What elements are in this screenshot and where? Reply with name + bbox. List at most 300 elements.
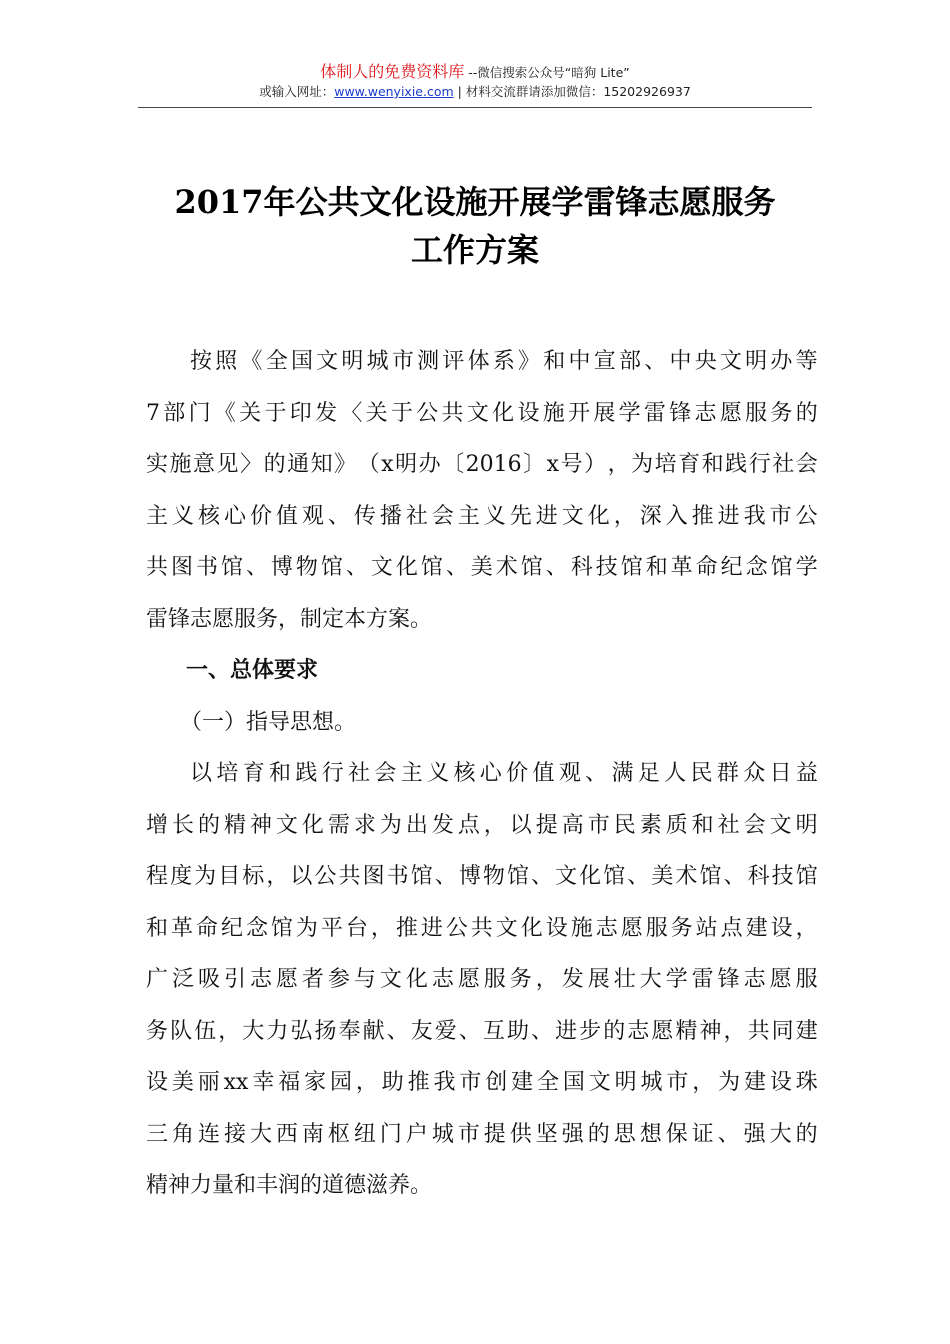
text-glyph: 关 bbox=[239, 400, 262, 426]
text-glyph: 志 bbox=[694, 400, 717, 426]
text-glyph: 、 bbox=[434, 864, 457, 889]
text-glyph: 站 bbox=[695, 915, 718, 941]
text-glyph: 书 bbox=[386, 864, 409, 889]
text-glyph: 、 bbox=[585, 761, 608, 786]
header-url-prefix: 或输入网址： bbox=[259, 84, 335, 99]
subsection-heading: （一）指导思想。 bbox=[180, 709, 357, 735]
text-glyph: 想 bbox=[639, 1121, 662, 1147]
text-glyph: 公 bbox=[445, 915, 468, 941]
text-glyph: 文 bbox=[379, 967, 402, 992]
text-glyph: 务 bbox=[770, 400, 793, 426]
text-glyph: 保 bbox=[665, 1121, 688, 1147]
text-glyph: 美 bbox=[651, 864, 674, 889]
text-glyph: 发 bbox=[431, 812, 454, 838]
text-glyph: 的 bbox=[197, 812, 220, 838]
text-glyph: 博 bbox=[458, 864, 481, 889]
text-glyph: 明 bbox=[614, 1070, 637, 1095]
text-glyph: 博 bbox=[270, 555, 293, 580]
text-glyph: 社 bbox=[348, 761, 371, 786]
text-glyph: 思 bbox=[613, 1121, 636, 1147]
text-glyph: 化 bbox=[587, 503, 610, 529]
text-glyph: 文 bbox=[370, 555, 393, 580]
text-glyph: 福 bbox=[278, 1070, 301, 1095]
text-glyph: 设 bbox=[770, 915, 793, 941]
text-glyph: x bbox=[546, 452, 560, 477]
text-glyph: 设 bbox=[769, 1070, 792, 1095]
text-glyph: 行 bbox=[321, 761, 344, 786]
text-glyph: 纪 bbox=[220, 915, 243, 941]
text-glyph: 愿 bbox=[651, 1018, 674, 1044]
text-glyph: 中 bbox=[568, 349, 591, 374]
text-glyph: 伍 bbox=[194, 1018, 217, 1044]
text-glyph: 家 bbox=[304, 1070, 327, 1095]
text-glyph: 部 bbox=[163, 400, 186, 426]
text-glyph: 的 bbox=[603, 1018, 626, 1044]
text-glyph: 服 bbox=[795, 967, 818, 992]
header-url-link[interactable]: www.wenyixie.com bbox=[334, 84, 454, 99]
text-glyph: 纪 bbox=[720, 555, 743, 580]
text-glyph: 、 bbox=[723, 864, 746, 889]
text-glyph: xx bbox=[223, 1070, 249, 1095]
text-glyph: 观 bbox=[301, 503, 324, 529]
text-glyph: 西 bbox=[275, 1121, 298, 1147]
text-glyph: 日 bbox=[769, 761, 792, 786]
text-glyph: 社 bbox=[405, 503, 428, 529]
text-glyph: ， bbox=[266, 864, 289, 889]
text-glyph: 义 bbox=[427, 761, 450, 786]
text-glyph: 馆 bbox=[420, 555, 443, 580]
text-glyph: 公 bbox=[314, 864, 337, 889]
text-glyph: 深 bbox=[639, 503, 662, 529]
text-glyph: 市 bbox=[457, 1121, 480, 1147]
text-glyph: ， bbox=[692, 1070, 715, 1095]
text-glyph: 、 bbox=[531, 864, 554, 889]
text-glyph: 入 bbox=[665, 503, 688, 529]
text-glyph: 、 bbox=[327, 503, 350, 529]
text-glyph: 号 bbox=[560, 452, 583, 477]
text-glyph: 践 bbox=[725, 452, 748, 477]
text-glyph: 技 bbox=[771, 864, 794, 889]
text-glyph: 大 bbox=[639, 967, 662, 992]
text-glyph: 央 bbox=[694, 349, 717, 374]
text-glyph: ， bbox=[483, 812, 506, 838]
page-header bbox=[138, 62, 812, 101]
text-glyph: 印 bbox=[289, 400, 312, 426]
text-glyph: 引 bbox=[223, 967, 246, 992]
text-glyph: 念 bbox=[745, 555, 768, 580]
text-line bbox=[146, 903, 818, 955]
text-glyph: 城 bbox=[366, 349, 389, 374]
text-glyph: 明 bbox=[341, 349, 364, 374]
text-glyph: 意 bbox=[193, 452, 216, 477]
text-glyph: 价 bbox=[249, 503, 272, 529]
text-glyph: 、 bbox=[445, 555, 468, 580]
text-glyph: 服 bbox=[745, 400, 768, 426]
text-glyph: 锋 bbox=[717, 967, 740, 992]
text-glyph: 全 bbox=[265, 349, 288, 374]
header-brand: 体制人的免费资料库 bbox=[320, 62, 465, 81]
text-line bbox=[146, 491, 818, 543]
text-glyph: 长 bbox=[171, 812, 194, 838]
text-glyph: 益 bbox=[795, 761, 818, 786]
text-line bbox=[146, 1109, 818, 1161]
text-glyph: 设 bbox=[146, 1070, 169, 1095]
text-glyph: 化 bbox=[301, 812, 324, 838]
text-glyph: 建 bbox=[511, 1070, 534, 1095]
text-glyph: 同 bbox=[771, 1018, 794, 1044]
text-glyph: 部 bbox=[618, 349, 641, 374]
text-glyph: 建 bbox=[795, 1018, 818, 1044]
text-glyph: 馆 bbox=[220, 555, 243, 580]
text-glyph: 质 bbox=[665, 812, 688, 838]
text-glyph: 幸 bbox=[252, 1070, 275, 1095]
header-divider bbox=[138, 107, 812, 108]
text-glyph: 值 bbox=[532, 761, 555, 786]
text-glyph: 宣 bbox=[593, 349, 616, 374]
text-glyph: 传 bbox=[353, 503, 376, 529]
text-glyph: 《 bbox=[240, 349, 263, 374]
text-glyph: 互 bbox=[482, 1018, 505, 1044]
text-glyph: 推 bbox=[691, 503, 714, 529]
text-glyph: 观 bbox=[558, 761, 581, 786]
text-glyph: 高 bbox=[561, 812, 584, 838]
text-glyph: 义 bbox=[171, 503, 194, 529]
text-glyph: 点 bbox=[457, 812, 480, 838]
text-glyph: 馆 bbox=[603, 864, 626, 889]
text-glyph: 志 bbox=[743, 967, 766, 992]
text-glyph: 献 bbox=[362, 1018, 385, 1044]
text-glyph: 志 bbox=[431, 967, 454, 992]
text-glyph: 展 bbox=[587, 967, 610, 992]
text-glyph: 和 bbox=[269, 761, 292, 786]
text-glyph: 进 bbox=[555, 1018, 578, 1044]
text-glyph: 民 bbox=[690, 761, 713, 786]
text-glyph: 的 bbox=[587, 1121, 610, 1147]
text-glyph: 文 bbox=[561, 503, 584, 529]
text-glyph: 奉 bbox=[338, 1018, 361, 1044]
text-glyph: 图 bbox=[170, 555, 193, 580]
text-glyph: 术 bbox=[675, 864, 698, 889]
text-glyph: ， bbox=[370, 915, 393, 941]
text-glyph: 〉 bbox=[240, 452, 263, 477]
text-glyph: 珠 bbox=[795, 1070, 818, 1095]
text-glyph: 、 bbox=[627, 864, 650, 889]
text-glyph: ， bbox=[607, 452, 630, 477]
text-glyph: 见 bbox=[216, 452, 239, 477]
text-glyph: 以 bbox=[509, 812, 532, 838]
text-glyph: 按 bbox=[190, 349, 213, 374]
text-glyph: 服 bbox=[483, 967, 506, 992]
text-glyph: 核 bbox=[197, 503, 220, 529]
text-glyph: 吸 bbox=[197, 967, 220, 992]
text-glyph: 、 bbox=[386, 1018, 409, 1044]
text-glyph: 门 bbox=[188, 400, 211, 426]
document-title bbox=[120, 178, 830, 274]
text-glyph: 志 bbox=[595, 915, 618, 941]
text-glyph: ， bbox=[795, 915, 818, 941]
text-glyph: 会 bbox=[431, 503, 454, 529]
text-glyph: 展 bbox=[593, 400, 616, 426]
text-glyph: 助 bbox=[506, 1018, 529, 1044]
text-glyph: 设 bbox=[545, 915, 568, 941]
text-glyph: 提 bbox=[535, 812, 558, 838]
text-glyph: 强 bbox=[743, 1121, 766, 1147]
text-glyph: 命 bbox=[695, 555, 718, 580]
text-glyph: 美 bbox=[470, 555, 493, 580]
text-glyph: 关 bbox=[365, 400, 388, 426]
text-glyph: 发 bbox=[315, 400, 338, 426]
text-glyph: 馆 bbox=[699, 864, 722, 889]
text-glyph: 共 bbox=[747, 1018, 770, 1044]
text-glyph: 开 bbox=[568, 400, 591, 426]
text-glyph: 义 bbox=[483, 503, 506, 529]
text-glyph: 社 bbox=[717, 812, 740, 838]
text-glyph: 《 bbox=[213, 400, 236, 426]
text-glyph: 发 bbox=[561, 967, 584, 992]
text-glyph: 助 bbox=[381, 1070, 404, 1095]
text-glyph: 和 bbox=[543, 349, 566, 374]
text-glyph: 度 bbox=[170, 864, 193, 889]
text-glyph: 馆 bbox=[410, 864, 433, 889]
text-glyph: 培 bbox=[216, 761, 239, 786]
text-glyph: 平 bbox=[320, 915, 343, 941]
text-glyph: x bbox=[381, 452, 394, 477]
text-glyph: 为 bbox=[631, 452, 654, 477]
text-glyph: 书 bbox=[195, 555, 218, 580]
text-line bbox=[146, 748, 818, 800]
text-glyph: 社 bbox=[772, 452, 795, 477]
text-glyph: 为 bbox=[718, 1070, 741, 1095]
text-glyph: 神 bbox=[249, 812, 272, 838]
text-glyph: 中 bbox=[669, 349, 692, 374]
text-glyph: 园 bbox=[329, 1070, 352, 1095]
text-glyph: ， bbox=[218, 1018, 241, 1044]
text-glyph: 务 bbox=[146, 1018, 169, 1044]
text-glyph: 友 bbox=[410, 1018, 433, 1044]
text-glyph: 坚 bbox=[535, 1121, 558, 1147]
text-glyph: 公 bbox=[795, 503, 818, 529]
text-glyph: （ bbox=[357, 452, 380, 477]
text-glyph: 服 bbox=[645, 915, 668, 941]
text-glyph: 弘 bbox=[290, 1018, 313, 1044]
text-glyph: 学 bbox=[795, 555, 818, 580]
text-glyph: 创 bbox=[485, 1070, 508, 1095]
text-glyph: 市 bbox=[587, 812, 610, 838]
text-glyph: 技 bbox=[595, 555, 618, 580]
text-glyph: 、 bbox=[531, 1018, 554, 1044]
text-glyph: 化 bbox=[395, 555, 418, 580]
text-glyph: 进 bbox=[717, 503, 740, 529]
text-glyph: 办 bbox=[770, 349, 793, 374]
text-glyph: 精 bbox=[223, 812, 246, 838]
text-glyph: 推 bbox=[407, 1070, 430, 1095]
text-glyph: 以 bbox=[290, 864, 313, 889]
text-line bbox=[146, 954, 818, 1006]
text-glyph: 市 bbox=[391, 349, 414, 374]
text-glyph: 照 bbox=[215, 349, 238, 374]
text-glyph: 人 bbox=[664, 761, 687, 786]
text-glyph: 播 bbox=[379, 503, 402, 529]
header-promo-line bbox=[138, 62, 812, 83]
text-glyph: 我 bbox=[433, 1070, 456, 1095]
text-glyph: 队 bbox=[170, 1018, 193, 1044]
text-glyph: 、 bbox=[717, 1121, 740, 1147]
text-glyph: 和 bbox=[645, 555, 668, 580]
text-glyph: 、 bbox=[458, 1018, 481, 1044]
text-glyph: 施 bbox=[542, 400, 565, 426]
text-glyph: 馆 bbox=[620, 555, 643, 580]
text-glyph: 接 bbox=[223, 1121, 246, 1147]
text-glyph: 行 bbox=[748, 452, 771, 477]
text-glyph: 证 bbox=[691, 1121, 714, 1147]
title-line-2: 工作方案 bbox=[410, 231, 539, 269]
text-glyph: 术 bbox=[495, 555, 518, 580]
text-glyph: 馆 bbox=[270, 915, 293, 941]
text-glyph: 化 bbox=[520, 915, 543, 941]
text-glyph: 共 bbox=[441, 400, 464, 426]
text-glyph: 、 bbox=[644, 349, 667, 374]
text-glyph: 文 bbox=[466, 400, 489, 426]
text-glyph: 广 bbox=[146, 967, 169, 992]
text-line bbox=[146, 439, 818, 491]
text-glyph: 〔 bbox=[442, 452, 465, 477]
text-glyph: 、 bbox=[545, 555, 568, 580]
text-glyph: 城 bbox=[640, 1070, 663, 1095]
text-glyph: 出 bbox=[405, 812, 428, 838]
text-glyph: 会 bbox=[743, 812, 766, 838]
text-glyph: ， bbox=[723, 1018, 746, 1044]
text-line bbox=[146, 388, 818, 440]
text-glyph: 足 bbox=[637, 761, 660, 786]
text-glyph: 〈 bbox=[340, 400, 363, 426]
text-glyph: 文 bbox=[495, 915, 518, 941]
text-glyph: 主 bbox=[457, 503, 480, 529]
text-glyph: ， bbox=[535, 967, 558, 992]
text-glyph: 心 bbox=[479, 761, 502, 786]
text-glyph: 国 bbox=[562, 1070, 585, 1095]
text-glyph: 务 bbox=[509, 967, 532, 992]
text-glyph: 明 bbox=[745, 349, 768, 374]
text-glyph: 文 bbox=[719, 349, 742, 374]
text-glyph: ， bbox=[355, 1070, 378, 1095]
text-glyph: 于 bbox=[390, 400, 413, 426]
text-glyph: 与 bbox=[353, 967, 376, 992]
text-glyph: 测 bbox=[417, 349, 440, 374]
text-glyph: ， bbox=[613, 503, 636, 529]
text-glyph: 公 bbox=[416, 400, 439, 426]
text-glyph: 育 bbox=[678, 452, 701, 477]
text-glyph: 供 bbox=[509, 1121, 532, 1147]
text-glyph: 物 bbox=[482, 864, 505, 889]
text-glyph: 提 bbox=[483, 1121, 506, 1147]
text-glyph: 于 bbox=[264, 400, 287, 426]
text-glyph: 愿 bbox=[275, 967, 298, 992]
text-glyph: 主 bbox=[400, 761, 423, 786]
text-glyph: 化 bbox=[405, 967, 428, 992]
text-glyph: 愿 bbox=[457, 967, 480, 992]
text-glyph: 文 bbox=[275, 812, 298, 838]
text-glyph: 愿 bbox=[719, 400, 742, 426]
text-glyph: 强 bbox=[561, 1121, 584, 1147]
text-glyph: 群 bbox=[716, 761, 739, 786]
text-glyph: 壮 bbox=[613, 967, 636, 992]
text-glyph: 全 bbox=[536, 1070, 559, 1095]
text-glyph: 价 bbox=[506, 761, 529, 786]
section-heading: 一、总体要求 bbox=[186, 658, 319, 683]
text-glyph: 值 bbox=[275, 503, 298, 529]
text-glyph: 》 bbox=[334, 452, 357, 477]
text-glyph: 会 bbox=[374, 761, 397, 786]
text-glyph: 进 bbox=[420, 915, 443, 941]
text-glyph: 户 bbox=[405, 1121, 428, 1147]
text-glyph: 物 bbox=[295, 555, 318, 580]
text-glyph: 增 bbox=[146, 812, 169, 838]
paragraph-intro bbox=[146, 336, 818, 645]
text-line bbox=[146, 336, 818, 388]
text-glyph: 南 bbox=[301, 1121, 324, 1147]
header-tagline: --微信搜索公众号“暗狗 Lite” bbox=[464, 65, 630, 80]
text-glyph: 学 bbox=[665, 967, 688, 992]
text-glyph: 市 bbox=[459, 1070, 482, 1095]
text-glyph: 施 bbox=[169, 452, 192, 477]
text-glyph: 施 bbox=[570, 915, 593, 941]
text-glyph: 的 bbox=[795, 1121, 818, 1147]
text-glyph: 角 bbox=[171, 1121, 194, 1147]
text-glyph: 、 bbox=[345, 555, 368, 580]
text-glyph: 为 bbox=[295, 915, 318, 941]
text-glyph: 志 bbox=[627, 1018, 650, 1044]
text-glyph: 力 bbox=[266, 1018, 289, 1044]
header-contact-line bbox=[138, 83, 812, 101]
text-glyph: 者 bbox=[301, 967, 324, 992]
text-glyph: 》 bbox=[518, 349, 541, 374]
text-glyph: 为 bbox=[194, 864, 217, 889]
text-line bbox=[146, 800, 818, 852]
text-glyph: 志 bbox=[249, 967, 272, 992]
text-glyph: 的 bbox=[795, 400, 818, 426]
text-glyph: 美 bbox=[171, 1070, 194, 1095]
paragraph-guiding-thought bbox=[146, 748, 818, 1212]
text-glyph: 实 bbox=[146, 452, 169, 477]
text-glyph: 核 bbox=[453, 761, 476, 786]
text-glyph: 台 bbox=[345, 915, 368, 941]
text-glyph: 爱 bbox=[434, 1018, 457, 1044]
text-glyph: 程 bbox=[146, 864, 169, 889]
text-glyph: 参 bbox=[327, 967, 350, 992]
text-glyph: 革 bbox=[670, 555, 693, 580]
text-glyph: 为 bbox=[379, 812, 402, 838]
text-glyph: 大 bbox=[249, 1121, 272, 1147]
text-glyph: 需 bbox=[327, 812, 350, 838]
text-glyph: 丽 bbox=[197, 1070, 220, 1095]
text-glyph: 共 bbox=[338, 864, 361, 889]
text-glyph: 精 bbox=[675, 1018, 698, 1044]
text-glyph: 民 bbox=[613, 812, 636, 838]
text-glyph: 2016 bbox=[465, 452, 522, 477]
text-glyph: 进 bbox=[535, 503, 558, 529]
text-glyph: 求 bbox=[353, 812, 376, 838]
text-glyph: 主 bbox=[146, 503, 169, 529]
text-glyph: 践 bbox=[295, 761, 318, 786]
header-contact-suffix: | 材料交流群请添加微信：15202926937 bbox=[453, 84, 691, 99]
text-glyph: 文 bbox=[316, 349, 339, 374]
text-glyph: 系 bbox=[492, 349, 515, 374]
text-glyph: 心 bbox=[223, 503, 246, 529]
text-glyph: 步 bbox=[579, 1018, 602, 1044]
text-glyph: 务 bbox=[670, 915, 693, 941]
text-line bbox=[146, 1057, 818, 1109]
text-glyph: 神 bbox=[699, 1018, 722, 1044]
